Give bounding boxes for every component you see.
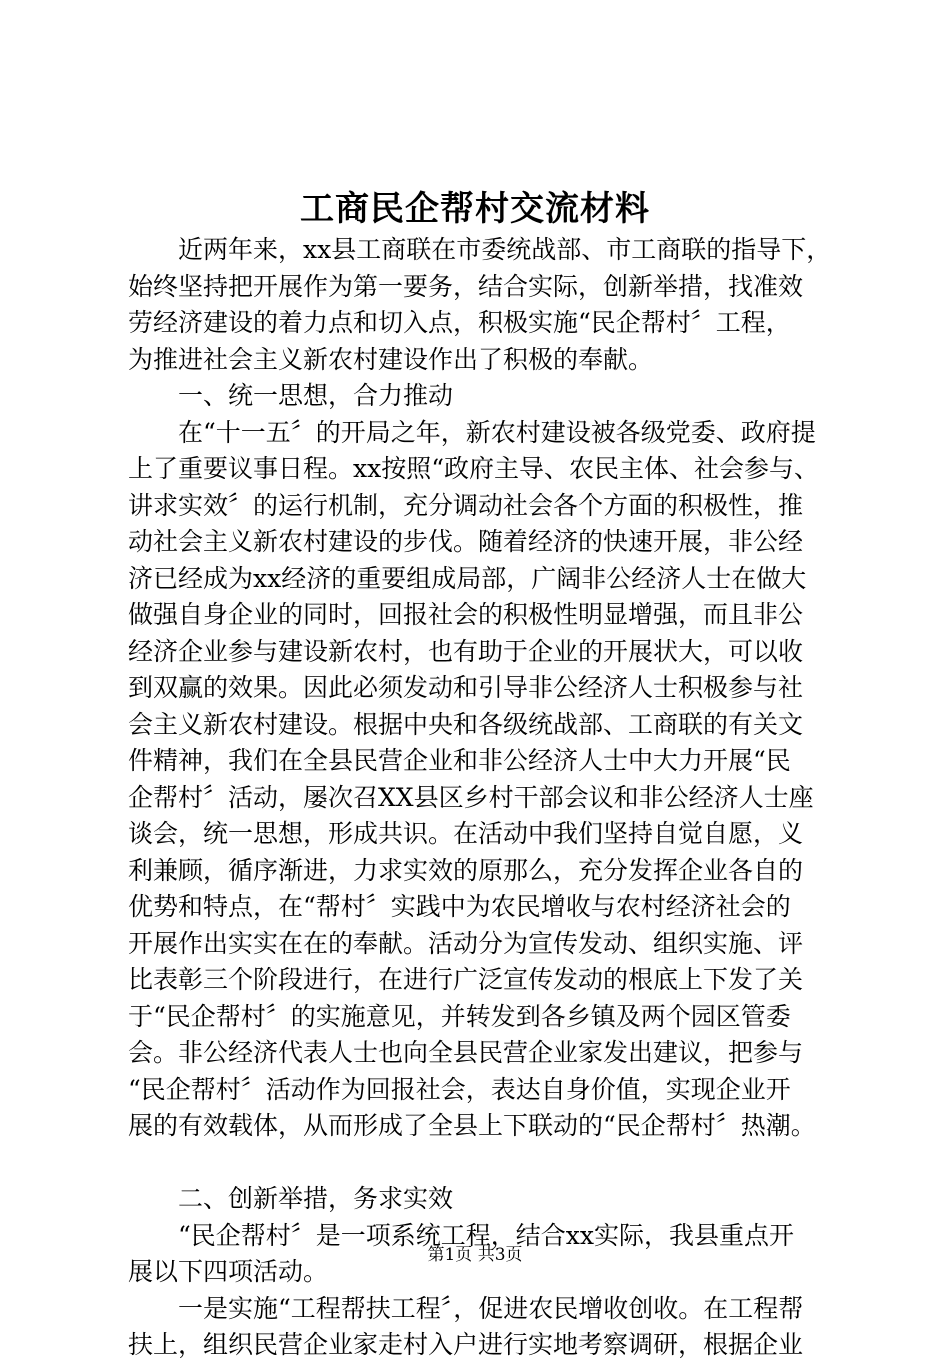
text-line: “民企帮村〞活动作为回报社会，表达自身价值，实现企业开 xyxy=(128,1074,791,1104)
document-body xyxy=(128,232,832,1364)
text-line: 在“十一五〞的开局之年，新农村建设被各级党委、政府提 xyxy=(178,417,816,447)
text-line: 济已经成为xx经济的重要组成局部，广阔非公经济人士在做大 xyxy=(128,563,807,593)
text-line: 会。非公经济代表人士也向全县民营企业家发出建议，把参与 xyxy=(128,1038,804,1067)
text-line: 到双赢的效果。因此必须发动和引导非公经济人士积极参与社 xyxy=(128,673,804,702)
text-line: 开展作出实实在在的奉献。活动分为宣传发动、组织实施、评 xyxy=(128,928,804,958)
text-line: 近两年来，xx县工商联在市委统战部、市工商联的指导下， xyxy=(178,235,832,264)
text-line: 谈会，统一思想，形成共识。在活动中我们坚持自觉自愿，义 xyxy=(128,819,804,848)
text-line: 优势和特点，在“帮村〞实践中为农民增收与农村经济社会的 xyxy=(128,892,791,921)
text-line: 做强自身企业的同时，回报社会的积极性明显增强，而且非公 xyxy=(128,600,804,629)
section-heading: 二、创新举措，务求实效 xyxy=(178,1184,454,1213)
text-line: 利兼顾，循序渐进，力求实效的原那么，充分发挥企业各自的 xyxy=(128,855,804,885)
text-line: 劳经济建设的着力点和切入点，积极实施“民企帮村〞工程， xyxy=(128,308,791,337)
document-title: 工商民企帮村交流材料 xyxy=(300,189,650,229)
text-line: 扶上，组织民营企业家走村入户进行实地考察调研，根据企业 xyxy=(128,1330,804,1359)
text-line: 展以下四项活动。 xyxy=(128,1257,329,1286)
text-line: “民企帮村〞是一项系统工程，结合xx实际，我县重点开 xyxy=(178,1220,794,1250)
text-line: 比表彰三个阶段进行，在进行广泛宣传发动的根底上下发了关 xyxy=(128,965,804,994)
text-line: 动社会主义新农村建设的步伐。随着经济的快速开展，非公经 xyxy=(128,527,804,556)
text-line: 讲求实效〞的运行机制，充分调动社会各个方面的积极性，推 xyxy=(128,490,804,520)
text-line: 为推进社会主义新农村建设作出了积极的奉献。 xyxy=(128,344,654,374)
text-line: 于“民企帮村〞的实施意见，并转发到各乡镇及两个园区管委 xyxy=(128,1001,791,1031)
text-line: 会主义新农村建设。根据中央和各级统战部、工商联的有关文 xyxy=(128,709,804,739)
text-line: 企帮村〞活动，屡次召XX县区乡村干部会议和非公经济人士座 xyxy=(128,782,814,812)
text-line: 一是实施“工程帮扶工程〞，促进农民增收创收。在工程帮 xyxy=(178,1293,804,1323)
text-line: 上了重要议事日程。xx按照“政府主导、农民主体、社会参与、 xyxy=(128,454,819,483)
section-heading: 一、统一思想，合力推动 xyxy=(178,381,454,410)
page-footer: 第1页 共3页 xyxy=(427,1245,523,1265)
text-line: 始终坚持把开展作为第一要务，结合实际，创新举措，找准效 xyxy=(128,271,804,301)
text-line: 经济企业参与建设新农村，也有助于企业的开展状大，可以收 xyxy=(128,636,804,666)
text-line: 展的有效载体，从而形成了全县上下联动的“民企帮村〞热潮。 xyxy=(128,1111,816,1140)
blank-line xyxy=(128,1145,828,1182)
text-line: 件精神，我们在全县民营企业和非公经济人士中大力开展“民 xyxy=(128,746,791,775)
